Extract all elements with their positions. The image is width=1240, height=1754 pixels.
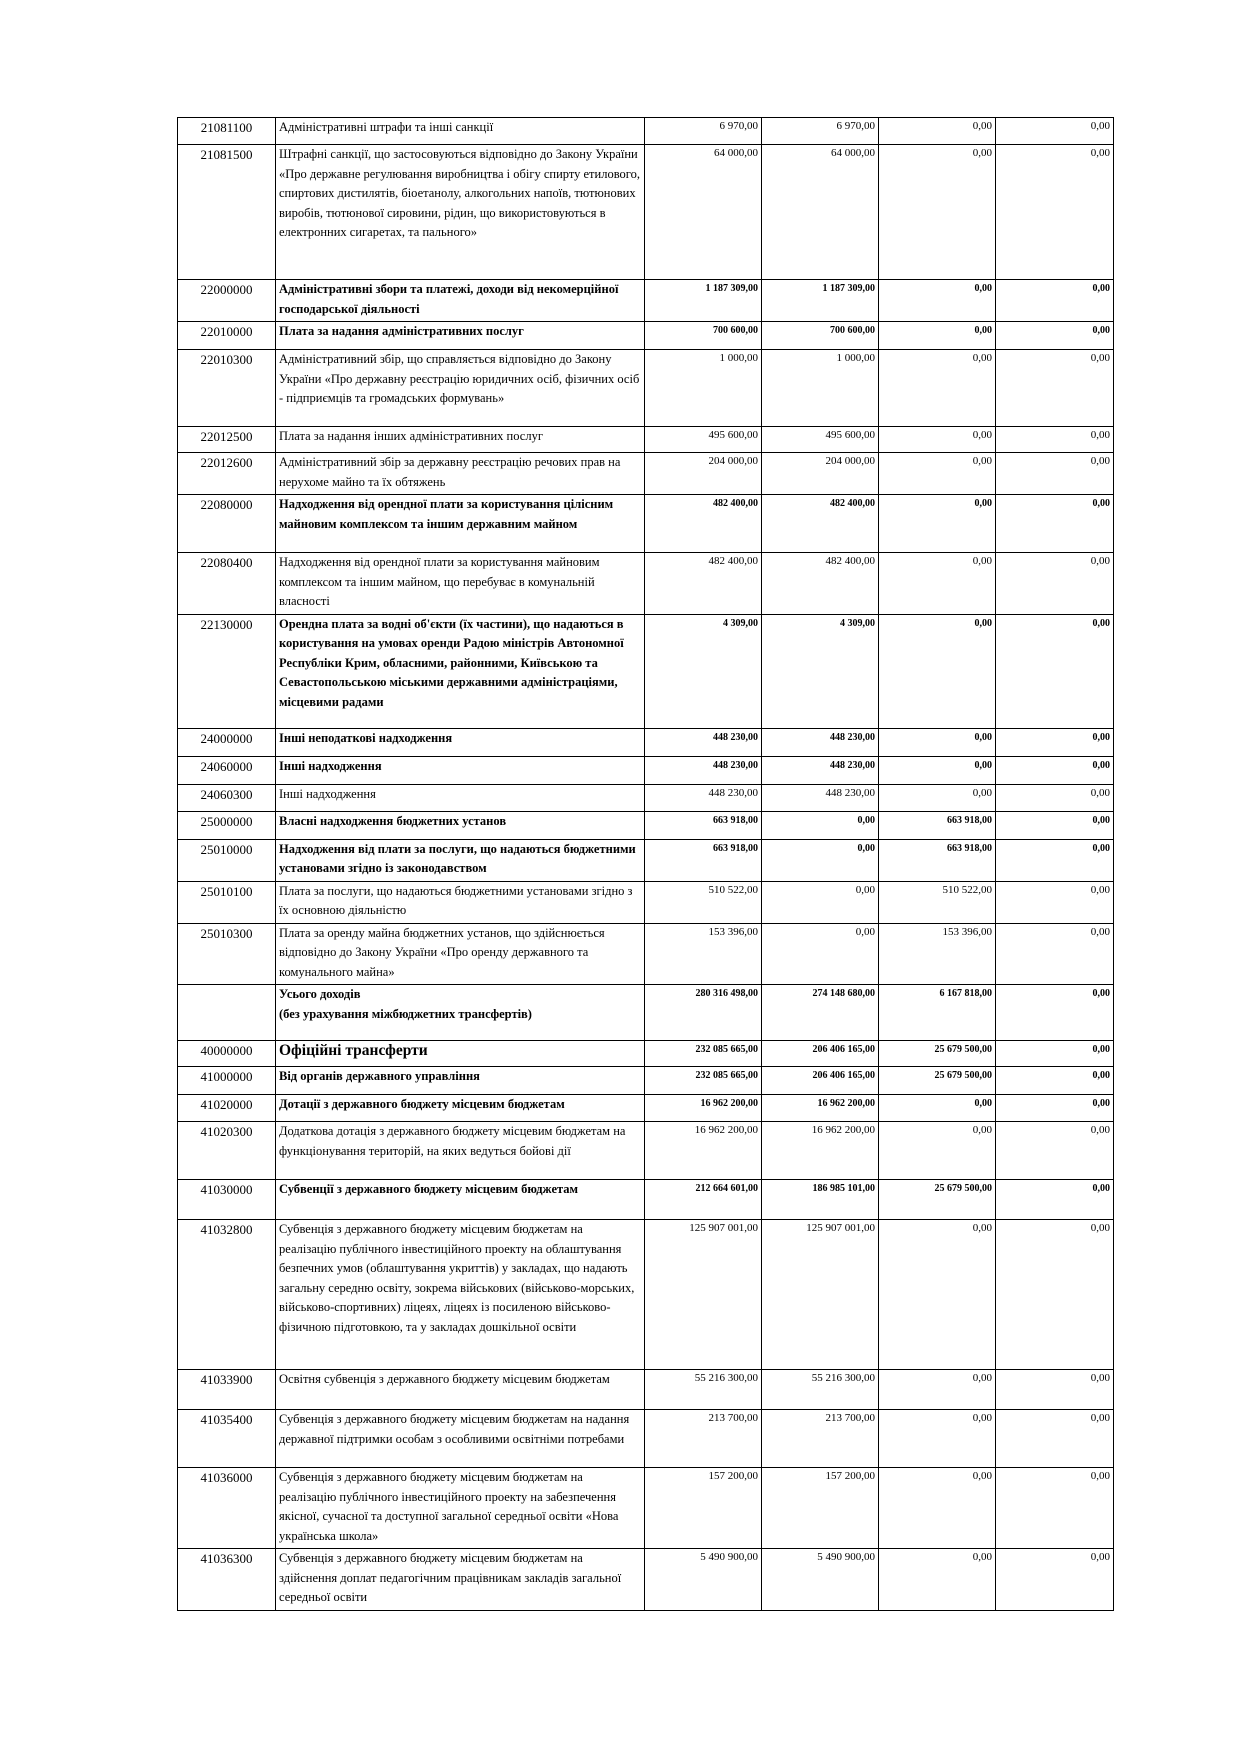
code-cell: 41035400: [178, 1410, 276, 1468]
general-fund-cell: 6 970,00: [762, 118, 879, 145]
general-fund-cell: 206 406 165,00: [762, 1041, 879, 1067]
general-fund-cell: 700 600,00: [762, 322, 879, 350]
development-budget-cell: 0,00: [996, 1549, 1114, 1611]
special-fund-cell: 0,00: [879, 145, 996, 280]
code-cell: 25010300: [178, 923, 276, 985]
total-amount-cell: 55 216 300,00: [645, 1370, 762, 1410]
name-cell: Адміністративні штрафи та інші санкції: [276, 118, 645, 145]
code-cell: 22010000: [178, 322, 276, 350]
table-row: [178, 1370, 1114, 1410]
total-amount-cell: 157 200,00: [645, 1468, 762, 1549]
general-fund-cell: 0,00: [762, 923, 879, 985]
total-amount-cell: 16 962 200,00: [645, 1095, 762, 1122]
code-cell: 25010000: [178, 839, 276, 881]
table-row: [178, 881, 1114, 923]
code-cell: 41020300: [178, 1122, 276, 1180]
general-fund-cell: 0,00: [762, 811, 879, 839]
development-budget-cell: 0,00: [996, 1041, 1114, 1067]
total-amount-cell: 5 490 900,00: [645, 1549, 762, 1611]
name-cell: Інші надходження: [276, 756, 645, 784]
code-cell: 22080400: [178, 553, 276, 615]
code-cell: 21081100: [178, 118, 276, 145]
total-amount-cell: 6 970,00: [645, 118, 762, 145]
total-amount-cell: 204 000,00: [645, 453, 762, 495]
general-fund-cell: 16 962 200,00: [762, 1095, 879, 1122]
name-cell: Штрафні санкції, що застосовуються відповідно до Закону України «Про державне регулювання виробництва і обігу спирту етилового, спиртових дистилятів, біоетанолу, алкогольних напоїв, тютюнових виробів, тютюнової сировини, рідин, що використовуються в електронних сигаретах, та пального»: [276, 145, 645, 280]
table-row: [178, 350, 1114, 427]
general-fund-cell: 482 400,00: [762, 495, 879, 553]
development-budget-cell: 0,00: [996, 728, 1114, 756]
name-cell: Адміністративний збір, що справляється відповідно до Закону України «Про державну реєстрацію юридичних осіб, фізичних осіб - підприємців та громадських формувань»: [276, 350, 645, 427]
general-fund-cell: 482 400,00: [762, 553, 879, 615]
name-cell: Плата за надання адміністративних послуг: [276, 322, 645, 350]
code-cell: 41033900: [178, 1370, 276, 1410]
code-cell: 25000000: [178, 811, 276, 839]
development-budget-cell: 0,00: [996, 495, 1114, 553]
special-fund-cell: 25 679 500,00: [879, 1180, 996, 1220]
table-row: [178, 1410, 1114, 1468]
code-cell: 22010300: [178, 350, 276, 427]
special-fund-cell: 0,00: [879, 1410, 996, 1468]
special-fund-cell: 0,00: [879, 756, 996, 784]
name-cell: Адміністративний збір за державну реєстрацію речових прав на нерухоме майно та їх обтяжень: [276, 453, 645, 495]
name-cell: Інші неподаткові надходження: [276, 728, 645, 756]
special-fund-cell: 0,00: [879, 1122, 996, 1180]
name-cell: Адміністративні збори та платежі, доходи від некомерційної господарської діяльності: [276, 280, 645, 322]
development-budget-cell: 0,00: [996, 1067, 1114, 1095]
table-body: [178, 118, 1114, 1611]
total-amount-cell: 663 918,00: [645, 839, 762, 881]
general-fund-cell: 448 230,00: [762, 784, 879, 811]
total-amount-cell: 153 396,00: [645, 923, 762, 985]
special-fund-cell: 663 918,00: [879, 811, 996, 839]
name-cell: Власні надходження бюджетних установ: [276, 811, 645, 839]
table-row: [178, 427, 1114, 453]
development-budget-cell: 0,00: [996, 322, 1114, 350]
name-cell: Дотації з державного бюджету місцевим бюджетам: [276, 1095, 645, 1122]
development-budget-cell: 0,00: [996, 1468, 1114, 1549]
code-cell: 40000000: [178, 1041, 276, 1067]
name-cell: Субвенція з державного бюджету місцевим бюджетам на реалізацію публічного інвестиційного проекту на забезпечення якісної, сучасної та доступної загальної середньої освіти «Нова українська школа»: [276, 1468, 645, 1549]
table-row: [178, 923, 1114, 985]
name-cell: Надходження від орендної плати за користування майновим комплексом та іншим майном, що перебуває в комунальній власності: [276, 553, 645, 615]
general-fund-cell: 1 000,00: [762, 350, 879, 427]
total-amount-cell: 1 000,00: [645, 350, 762, 427]
special-fund-cell: 0,00: [879, 1549, 996, 1611]
general-fund-cell: 448 230,00: [762, 728, 879, 756]
special-fund-cell: 0,00: [879, 322, 996, 350]
special-fund-cell: 0,00: [879, 495, 996, 553]
code-cell: 22000000: [178, 280, 276, 322]
total-amount-cell: 232 085 665,00: [645, 1041, 762, 1067]
development-budget-cell: 0,00: [996, 756, 1114, 784]
general-fund-cell: 206 406 165,00: [762, 1067, 879, 1095]
name-cell: Орендна плата за водні об'єкти (їх частини), що надаються в користування на умовах оренди Радою міністрів Автономної Республіки Крим, обласними, районними, Київською та Севастопольською міськими державними адміністраціями, місцевими радами: [276, 614, 645, 728]
special-fund-cell: 25 679 500,00: [879, 1041, 996, 1067]
special-fund-cell: 0,00: [879, 118, 996, 145]
general-fund-cell: 16 962 200,00: [762, 1122, 879, 1180]
general-fund-cell: 125 907 001,00: [762, 1220, 879, 1370]
code-cell: 22012500: [178, 427, 276, 453]
general-fund-cell: 64 000,00: [762, 145, 879, 280]
development-budget-cell: 0,00: [996, 881, 1114, 923]
special-fund-cell: 0,00: [879, 1468, 996, 1549]
development-budget-cell: 0,00: [996, 1122, 1114, 1180]
code-cell: 22012600: [178, 453, 276, 495]
code-cell: 24000000: [178, 728, 276, 756]
code-cell: 22130000: [178, 614, 276, 728]
code-cell: 22080000: [178, 495, 276, 553]
special-fund-cell: 25 679 500,00: [879, 1067, 996, 1095]
special-fund-cell: 0,00: [879, 453, 996, 495]
general-fund-cell: 157 200,00: [762, 1468, 879, 1549]
development-budget-cell: 0,00: [996, 1370, 1114, 1410]
development-budget-cell: 0,00: [996, 1410, 1114, 1468]
code-cell: 41020000: [178, 1095, 276, 1122]
special-fund-cell: 510 522,00: [879, 881, 996, 923]
special-fund-cell: 0,00: [879, 1220, 996, 1370]
special-fund-cell: 0,00: [879, 280, 996, 322]
table-row: [178, 1095, 1114, 1122]
table-row: [178, 756, 1114, 784]
total-amount-cell: 448 230,00: [645, 728, 762, 756]
name-cell: Плата за оренду майна бюджетних установ, що здійснюється відповідно до Закону України «Про оренду державного та комунального майна»: [276, 923, 645, 985]
total-amount-cell: 700 600,00: [645, 322, 762, 350]
special-fund-cell: 0,00: [879, 427, 996, 453]
total-amount-cell: 125 907 001,00: [645, 1220, 762, 1370]
development-budget-cell: 0,00: [996, 811, 1114, 839]
code-cell: 41030000: [178, 1180, 276, 1220]
table-row: [178, 453, 1114, 495]
code-cell: 41032800: [178, 1220, 276, 1370]
total-amount-cell: 495 600,00: [645, 427, 762, 453]
code-cell: 41036300: [178, 1549, 276, 1611]
table-row: [178, 1067, 1114, 1095]
code-cell: 21081500: [178, 145, 276, 280]
table-row: [178, 1041, 1114, 1067]
name-cell: Надходження від орендної плати за користування цілісним майновим комплексом та іншим державним майном: [276, 495, 645, 553]
total-amount-cell: 448 230,00: [645, 756, 762, 784]
special-fund-cell: 0,00: [879, 728, 996, 756]
table-row: [178, 811, 1114, 839]
special-fund-cell: 663 918,00: [879, 839, 996, 881]
total-amount-cell: 448 230,00: [645, 784, 762, 811]
name-cell: Субвенція з державного бюджету місцевим бюджетам на здійснення доплат педагогічним працівникам закладів загальної середньої освіти: [276, 1549, 645, 1611]
total-amount-cell: 482 400,00: [645, 495, 762, 553]
general-fund-cell: 495 600,00: [762, 427, 879, 453]
total-amount-cell: 213 700,00: [645, 1410, 762, 1468]
special-fund-cell: 0,00: [879, 614, 996, 728]
general-fund-cell: 0,00: [762, 839, 879, 881]
table-row: [178, 1468, 1114, 1549]
table-row: [178, 728, 1114, 756]
development-budget-cell: 0,00: [996, 1220, 1114, 1370]
special-fund-cell: 0,00: [879, 350, 996, 427]
development-budget-cell: 0,00: [996, 118, 1114, 145]
code-cell: 41000000: [178, 1067, 276, 1095]
special-fund-cell: 0,00: [879, 553, 996, 615]
general-fund-cell: 274 148 680,00: [762, 985, 879, 1041]
special-fund-cell: 153 396,00: [879, 923, 996, 985]
table-row: [178, 784, 1114, 811]
total-amount-cell: 4 309,00: [645, 614, 762, 728]
table-row: [178, 118, 1114, 145]
general-fund-cell: 55 216 300,00: [762, 1370, 879, 1410]
budget-revenue-table: [177, 117, 1114, 1611]
development-budget-cell: 0,00: [996, 1180, 1114, 1220]
development-budget-cell: 0,00: [996, 453, 1114, 495]
name-cell: Додаткова дотація з державного бюджету місцевим бюджетам на функціонування територій, на яких ведуться бойові дії: [276, 1122, 645, 1180]
total-amount-cell: 1 187 309,00: [645, 280, 762, 322]
total-amount-cell: 510 522,00: [645, 881, 762, 923]
table-row: [178, 1549, 1114, 1611]
general-fund-cell: 213 700,00: [762, 1410, 879, 1468]
name-cell: Субвенція з державного бюджету місцевим бюджетам на надання державної підтримки особам з особливими освітніми потребами: [276, 1410, 645, 1468]
special-fund-cell: 0,00: [879, 1095, 996, 1122]
special-fund-cell: 6 167 818,00: [879, 985, 996, 1041]
general-fund-cell: 0,00: [762, 881, 879, 923]
name-cell: Інші надходження: [276, 784, 645, 811]
development-budget-cell: 0,00: [996, 839, 1114, 881]
table-row: [178, 985, 1114, 1041]
special-fund-cell: 0,00: [879, 1370, 996, 1410]
name-cell: Від органів державного управління: [276, 1067, 645, 1095]
development-budget-cell: 0,00: [996, 784, 1114, 811]
table-row: [178, 280, 1114, 322]
total-amount-cell: 482 400,00: [645, 553, 762, 615]
code-cell: 41036000: [178, 1468, 276, 1549]
table-row: [178, 322, 1114, 350]
code-cell: 25010100: [178, 881, 276, 923]
total-amount-cell: 663 918,00: [645, 811, 762, 839]
name-cell: Усього доходів (без урахування міжбюджетних трансфертів): [276, 985, 645, 1041]
development-budget-cell: 0,00: [996, 350, 1114, 427]
total-amount-cell: 232 085 665,00: [645, 1067, 762, 1095]
name-cell: Офіційні трансферти: [276, 1041, 645, 1067]
special-fund-cell: 0,00: [879, 784, 996, 811]
development-budget-cell: 0,00: [996, 923, 1114, 985]
development-budget-cell: 0,00: [996, 614, 1114, 728]
name-cell: Плата за послуги, що надаються бюджетними установами згідно з їх основною діяльністю: [276, 881, 645, 923]
name-cell: Плата за надання інших адміністративних послуг: [276, 427, 645, 453]
table-row: [178, 1180, 1114, 1220]
table-row: [178, 1220, 1114, 1370]
general-fund-cell: 204 000,00: [762, 453, 879, 495]
table-row: [178, 495, 1114, 553]
table-row: [178, 1122, 1114, 1180]
total-amount-cell: 280 316 498,00: [645, 985, 762, 1041]
name-cell: Надходження від плати за послуги, що надаються бюджетними установами згідно із законодавством: [276, 839, 645, 881]
code-cell: 24060000: [178, 756, 276, 784]
general-fund-cell: 5 490 900,00: [762, 1549, 879, 1611]
development-budget-cell: 0,00: [996, 553, 1114, 615]
table-row: [178, 839, 1114, 881]
general-fund-cell: 4 309,00: [762, 614, 879, 728]
total-amount-cell: 64 000,00: [645, 145, 762, 280]
total-amount-cell: 16 962 200,00: [645, 1122, 762, 1180]
code-cell: 24060300: [178, 784, 276, 811]
development-budget-cell: 0,00: [996, 985, 1114, 1041]
general-fund-cell: 1 187 309,00: [762, 280, 879, 322]
table-row: [178, 553, 1114, 615]
table-row: [178, 145, 1114, 280]
general-fund-cell: 186 985 101,00: [762, 1180, 879, 1220]
development-budget-cell: 0,00: [996, 280, 1114, 322]
code-cell: [178, 985, 276, 1041]
table-row: [178, 614, 1114, 728]
development-budget-cell: 0,00: [996, 427, 1114, 453]
name-cell: Освітня субвенція з державного бюджету місцевим бюджетам: [276, 1370, 645, 1410]
name-cell: Субвенції з державного бюджету місцевим бюджетам: [276, 1180, 645, 1220]
development-budget-cell: 0,00: [996, 1095, 1114, 1122]
name-cell: Субвенція з державного бюджету місцевим бюджетам на реалізацію публічного інвестиційного проекту на облаштування безпечних умов (облаштування укриттів) у закладах, що надають загальну середню освіту, зокрема військових (військово-морських, військово-спортивних) ліцеях, ліцеях із посиленою військово-фізичною підготовкою, та у закладах дошкільної освіти: [276, 1220, 645, 1370]
development-budget-cell: 0,00: [996, 145, 1114, 280]
general-fund-cell: 448 230,00: [762, 756, 879, 784]
total-amount-cell: 212 664 601,00: [645, 1180, 762, 1220]
